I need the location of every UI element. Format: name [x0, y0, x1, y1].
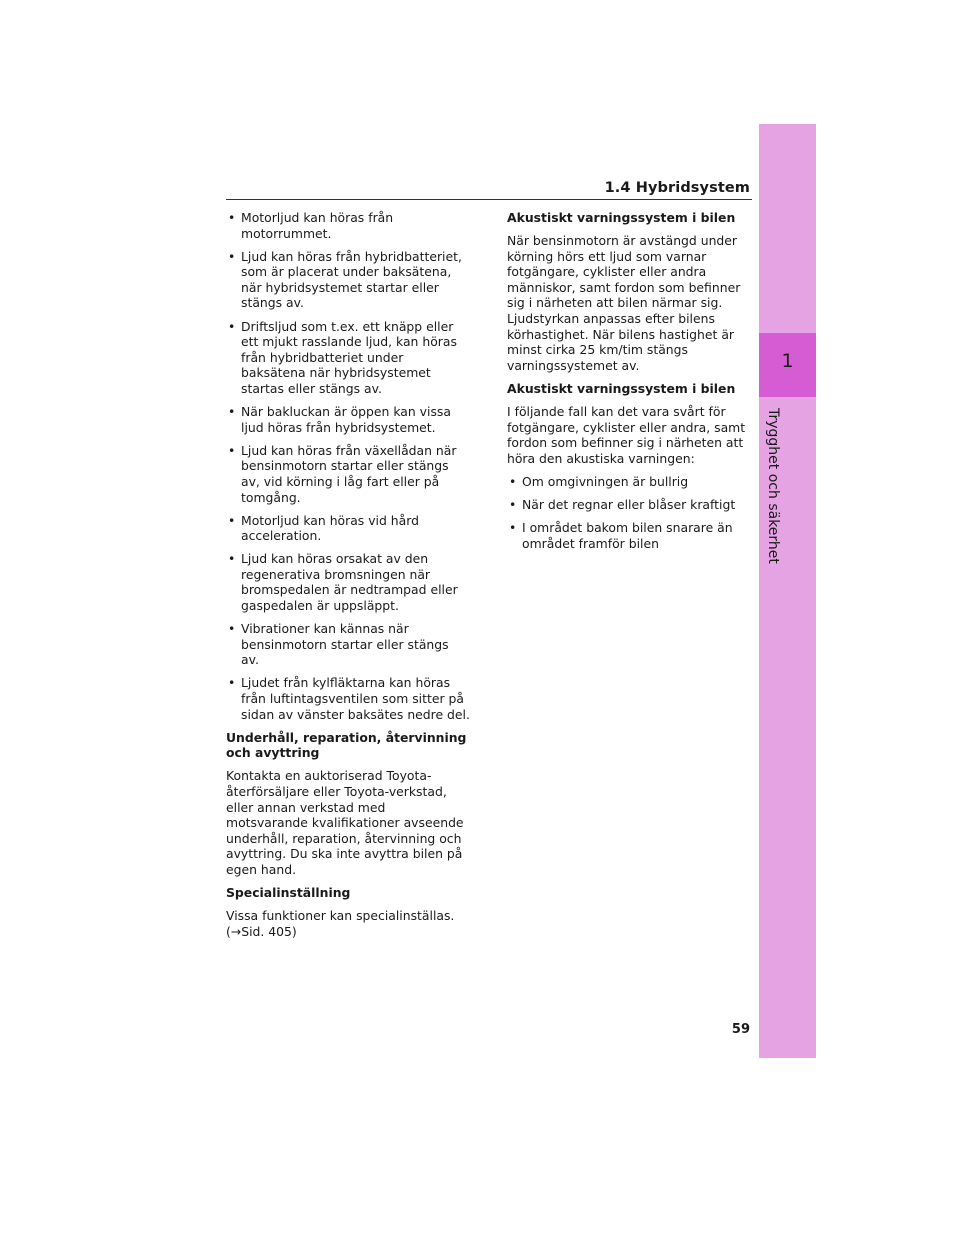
list-item: • Ljud kan höras från växellådan när bensinmotorn startar eller stängs av, vid körning i låg fart eller på tomgång.: [226, 443, 470, 505]
list-item: • I området bakom bilen snarare än området framför bilen: [507, 520, 757, 551]
list-item: • Motorljud kan höras från motorrummet.: [226, 210, 470, 241]
warning-system-heading-2: Akustiskt varningssystem i bilen: [507, 380, 736, 396]
list-item: • När bakluckan är öppen kan vissa ljud höras från hybridsystemet.: [226, 404, 470, 435]
special-setting-heading: Specialinställning: [226, 885, 351, 901]
list-item: • Motorljud kan höras vid hård acceleration.: [226, 513, 470, 544]
special-setting-text: Vissa funktioner kan specialinställas. (→Sid. 405): [226, 908, 455, 939]
chapter-title: Trygghet och säkerhet: [765, 408, 781, 564]
chapter-side-tab: [759, 124, 816, 1058]
warning-conditions-text: I följande fall kan det vara svårt för fotgängare, cyklister eller andra, samt fordon som befinner sig i närheten att höra den akustiska varningen:: [507, 404, 746, 466]
list-item: • Vibrationer kan kännas när bensinmotorn startar eller stängs av.: [226, 621, 470, 668]
list-item: • Om omgivningen är bullrig: [507, 474, 757, 490]
list-item: • Driftsljud som t.ex. ett knäpp eller ett mjukt rasslande ljud, kan höras från hybridbatteriet under baksätena när hybridsystemet startas eller stängs av.: [226, 319, 470, 397]
warning-system-heading: Akustiskt varningssystem i bilen: [507, 210, 736, 225]
list-item: • När det regnar eller blåser kraftigt: [507, 497, 757, 513]
header-divider: [226, 199, 752, 200]
left-bullet-list: [226, 210, 470, 722]
chapter-number: 1: [781, 350, 794, 372]
list-item: • Ljud kan höras från hybridbatteriet, som är placerat under baksätena, när hybridsystemet startar eller stängs av.: [226, 249, 470, 311]
page-number: 59: [731, 1022, 750, 1037]
maintenance-heading: Underhåll, reparation, återvinning och avyttring: [226, 729, 467, 761]
list-item: • Ljudet från kylfläktarna kan höras från luftintagsventilen som sitter på sidan av vänster baksätes nedre del.: [226, 675, 470, 722]
right-bullet-list: [507, 474, 757, 551]
section-title: 1.4 Hybridsystem: [604, 180, 750, 196]
maintenance-text: Kontakta en auktoriserad Toyota-återförsäljare eller Toyota-verkstad, eller annan verkstad med motsvarande kvalifikationer avseende underhåll, reparation, återvinning och avyttring. Du ska inte avyttra bilen på egen hand.: [226, 768, 464, 877]
right-column: [507, 210, 757, 559]
left-column: [226, 210, 470, 947]
warning-system-text: När bensinmotorn är avstängd under körning hörs ett ljud som varnar fotgängare, cyklister eller andra människor, samt fordon som befinner sig i närheten att bilen närmar sig. Ljudstyrkan anpassas efter bilens körhastighet. När bilens hastighet är minst cirka 25 km/tim stängs varningssystemet av.: [507, 233, 741, 373]
list-item: • Ljud kan höras orsakat av den regenerativa bromsningen när bromspedalen är nedtrampad eller gaspedalen är uppsläppt.: [226, 551, 470, 613]
